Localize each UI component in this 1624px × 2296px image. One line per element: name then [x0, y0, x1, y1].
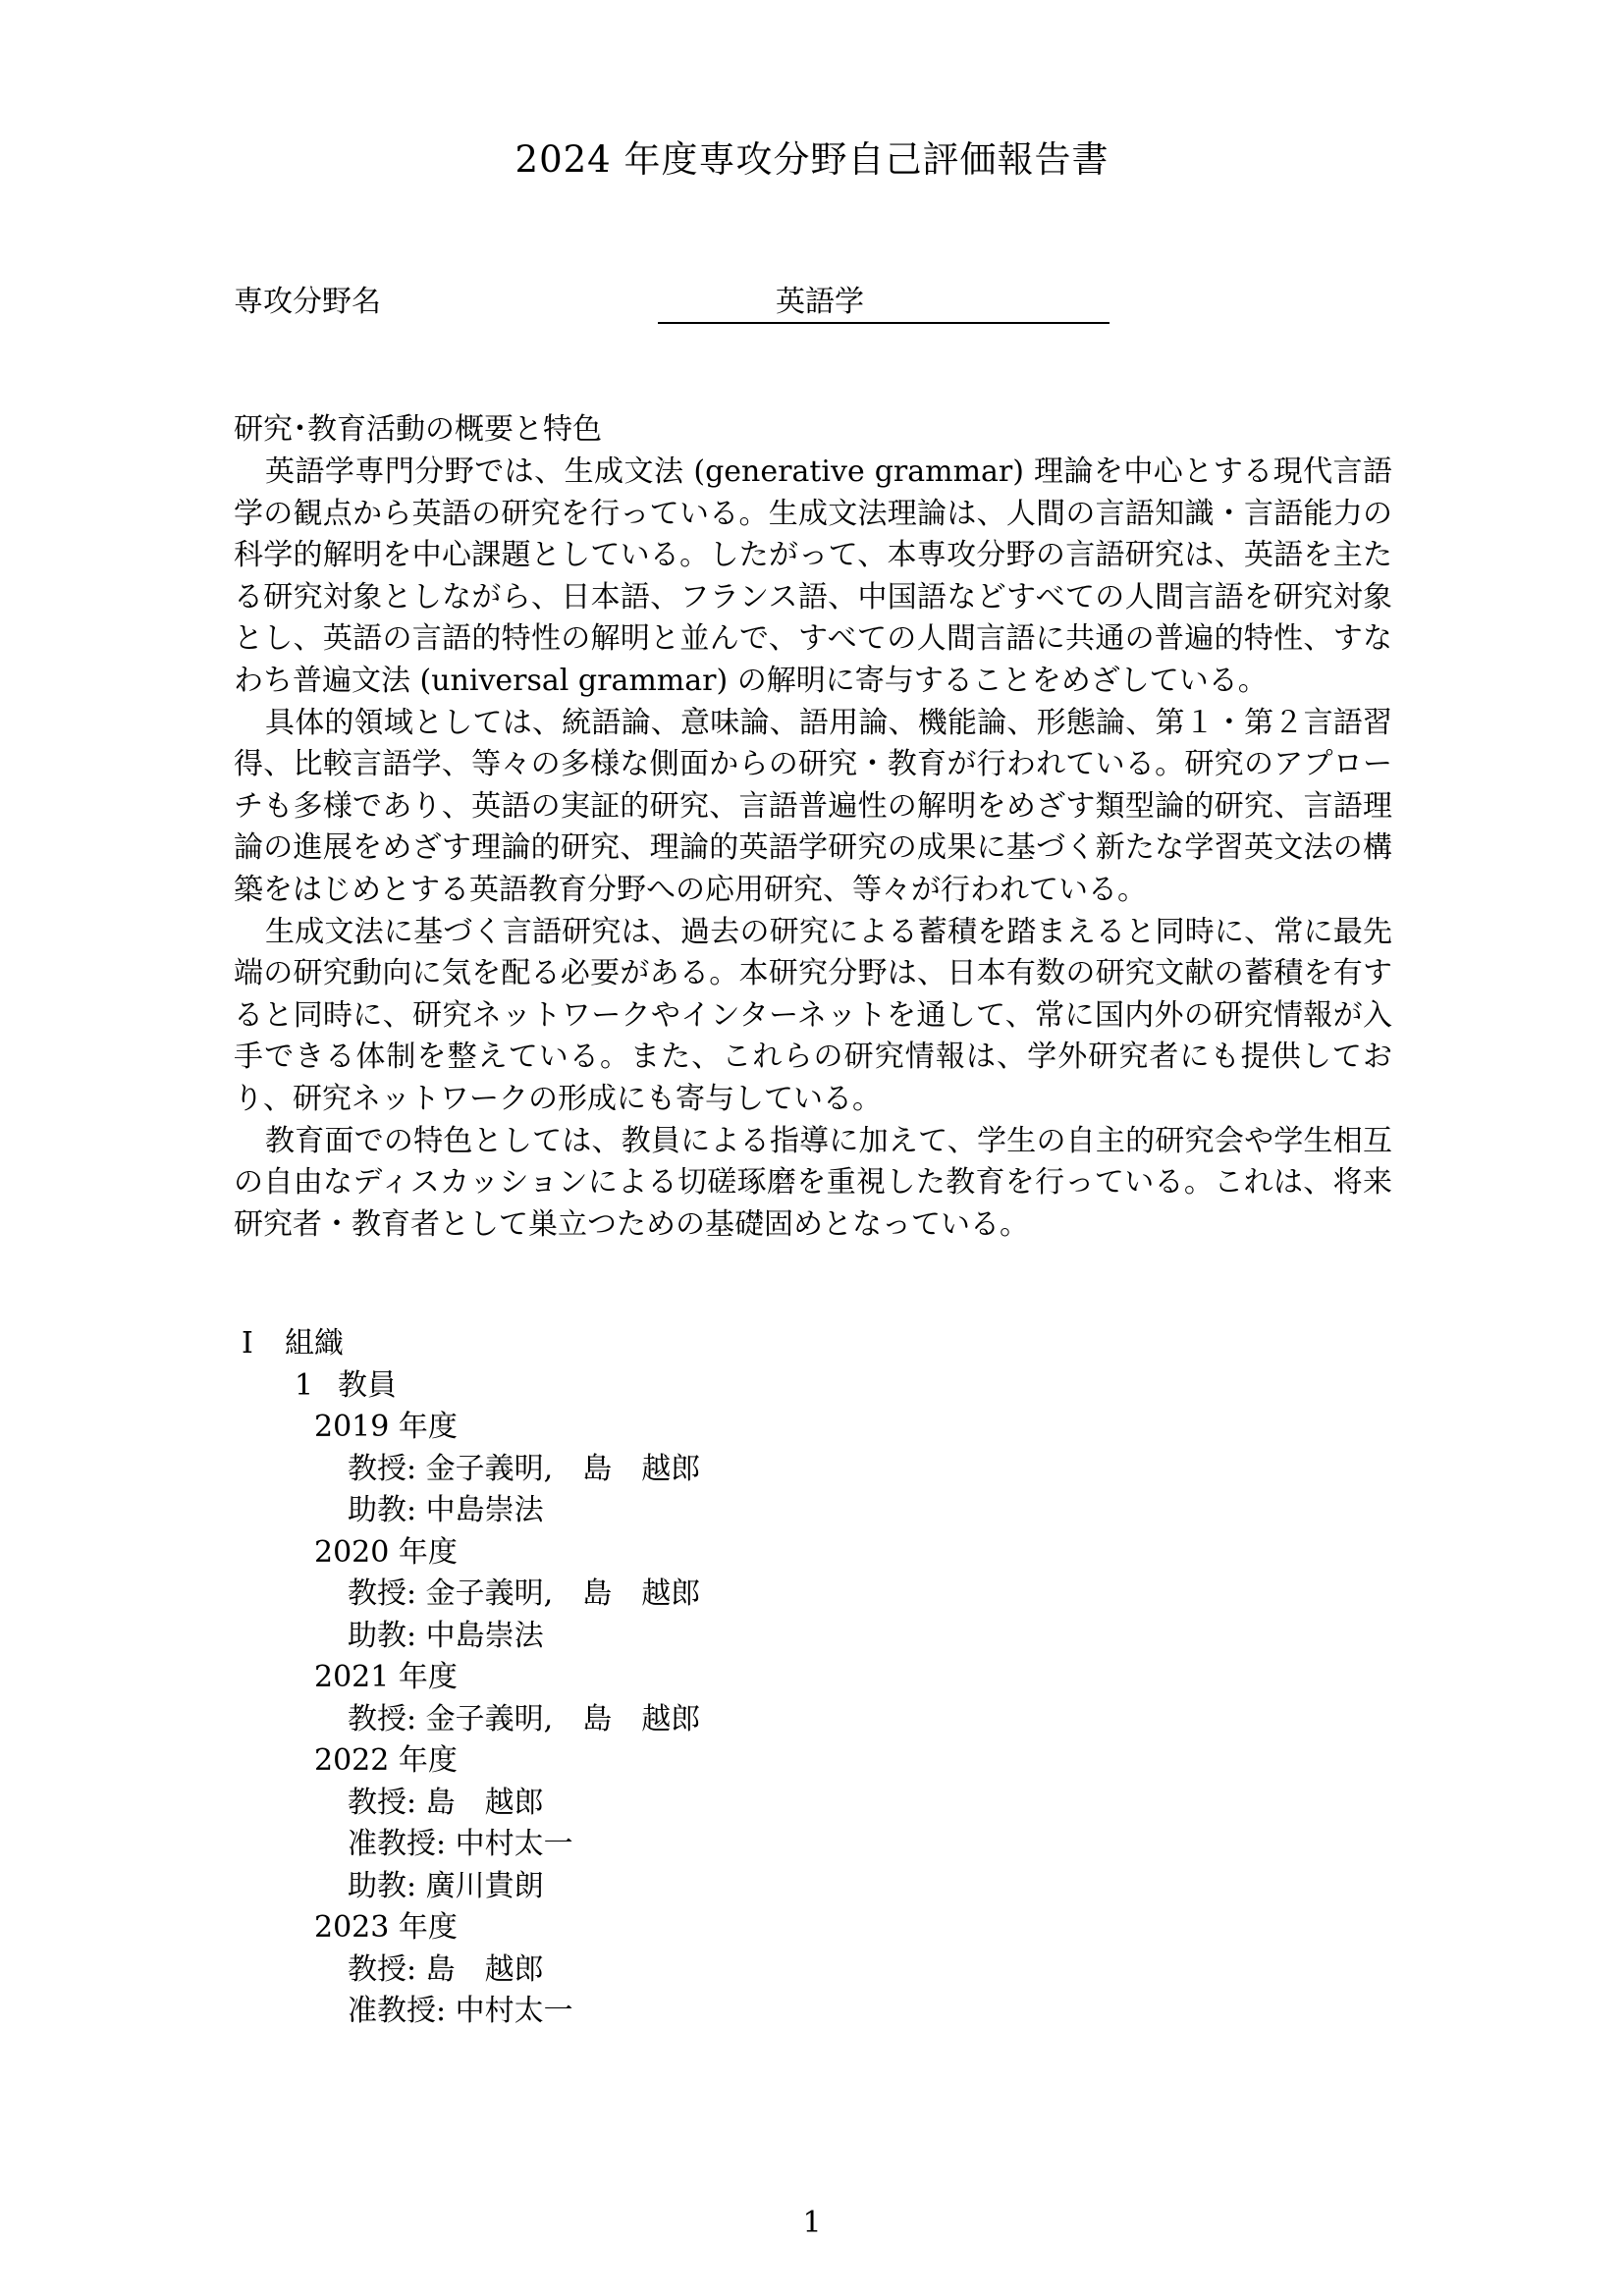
section-title: 組織 [285, 1326, 344, 1361]
staff-names: 金子義明, 島 越郎 [425, 1451, 701, 1486]
staff-names: 金子義明, 島 越郎 [425, 1701, 701, 1736]
staff-line [234, 1783, 1117, 1825]
staff-line [234, 1490, 1117, 1532]
staff-line [234, 1699, 1117, 1741]
staff-role: 教授: [348, 1451, 417, 1486]
staff-role: 助教: [348, 1493, 417, 1527]
staff-role: 准教授: [348, 1827, 447, 1861]
staff-line [234, 1824, 1117, 1866]
staff-names: 廣川貴朗 [425, 1868, 544, 1903]
staff-role: 助教: [348, 1868, 417, 1903]
year-heading: 2019 年度 [314, 1410, 458, 1444]
staff-line [234, 1449, 1117, 1491]
staff-names: 中島崇法 [425, 1493, 544, 1527]
staff-names: 島 越郎 [425, 1951, 544, 1987]
overview-paragraph: 教育面での特色としては、教員による指導に加えて、学生の自主的研究会や学生相互の自由なディスカッションによる切磋琢磨を重視した教育を行っている。これは、将来研究者・教育者として巣立つための基礎固めとなっている。 [234, 1123, 1392, 1242]
staff-line [234, 1949, 1117, 1992]
staff-names: 島 越郎 [425, 1785, 544, 1820]
overview-paragraph: 英語学専門分野では、生成文法 (generative grammar) 理論を中心とする現代言語学の観点から英語の研究を行っている。生成文法理論は、人間の言語知識・言語能力の科学的解明を中心課題としている。したがって、本専攻分野の言語研究は、英語を主たる研究対象としながら、日本語、フランス語、中国語などすべての人間言語を研究対象とし、英語の言語的特性の解明と並んで、すべての人間言語に共通の普遍的特性、すなわち普遍文法 (universal grammar) の解明に寄与することをめざしている。 [234, 454, 1392, 698]
staff-role: 教授: [348, 1785, 417, 1820]
year-heading: 2020 年度 [314, 1534, 458, 1570]
overview-paragraph: 具体的領域としては、統語論、意味論、語用論、機能論、形態論、第１・第２言語習得、比較言語学、等々の多様な側面からの研究・教育が行われている。研究のアプローチも多様であり、英語の実証的研究、言語普遍性の解明をめざす類型論的研究、言語理論の進展をめざす理論的研究、理論的英語学研究の成果に基づく新たな学習英文法の構築をはじめとする英語教育分野への応用研究、等々が行われている。 [234, 705, 1392, 907]
year-heading: 2021 年度 [314, 1660, 458, 1694]
year-heading: 2022 年度 [314, 1743, 458, 1778]
staff-names: 中島崇法 [425, 1618, 544, 1653]
staff-names: 中村太一 [455, 1994, 573, 2028]
subsection-title: 教員 [338, 1367, 397, 1403]
section-heading-organization [234, 1323, 1117, 1365]
organization-outline [234, 1323, 1117, 2033]
staff-names: 金子義明, 島 越郎 [425, 1576, 701, 1611]
staff-role: 教授: [348, 1951, 417, 1987]
page-number: 1 [802, 2206, 822, 2240]
staff-line [234, 1616, 1117, 1658]
staff-role: 教授: [348, 1701, 417, 1736]
staff-role: 准教授: [348, 1994, 447, 2028]
subsection-marker: 1 [295, 1367, 314, 1403]
section-marker: Ⅰ [242, 1326, 253, 1361]
field-name-value-underline [658, 283, 1110, 324]
subsection-heading-faculty [234, 1365, 1117, 1408]
field-name-row [234, 283, 921, 328]
overview-paragraph: 生成文法に基づく言語研究は、過去の研究による蓄積を踏まえると同時に、常に最先端の研究動向に気を配る必要がある。本研究分野は、日本有数の研究文献の蓄積を有すると同時に、研究ネットワークやインターネットを通して、常に国内外の研究情報が入手できる体制を整えている。また、これらの研究情報は、学外研究者にも提供しており、研究ネットワークの形成にも寄与している。 [234, 914, 1392, 1116]
staff-line [234, 1991, 1117, 2033]
field-name-value: 英語学 [776, 285, 864, 319]
staff-line [234, 1866, 1117, 1908]
overview-body [234, 452, 1392, 1246]
staff-names: 中村太一 [455, 1827, 573, 1861]
field-name-label: 専攻分野名 [234, 285, 381, 319]
document-title: 2024 年度専攻分野自己評価報告書 [514, 138, 1110, 181]
staff-role: 教授: [348, 1576, 417, 1611]
staff-line [234, 1574, 1117, 1616]
year-heading: 2023 年度 [314, 1910, 458, 1945]
overview-heading: 研究･教育活動の概要と特色 [234, 412, 602, 447]
staff-role: 助教: [348, 1618, 417, 1653]
